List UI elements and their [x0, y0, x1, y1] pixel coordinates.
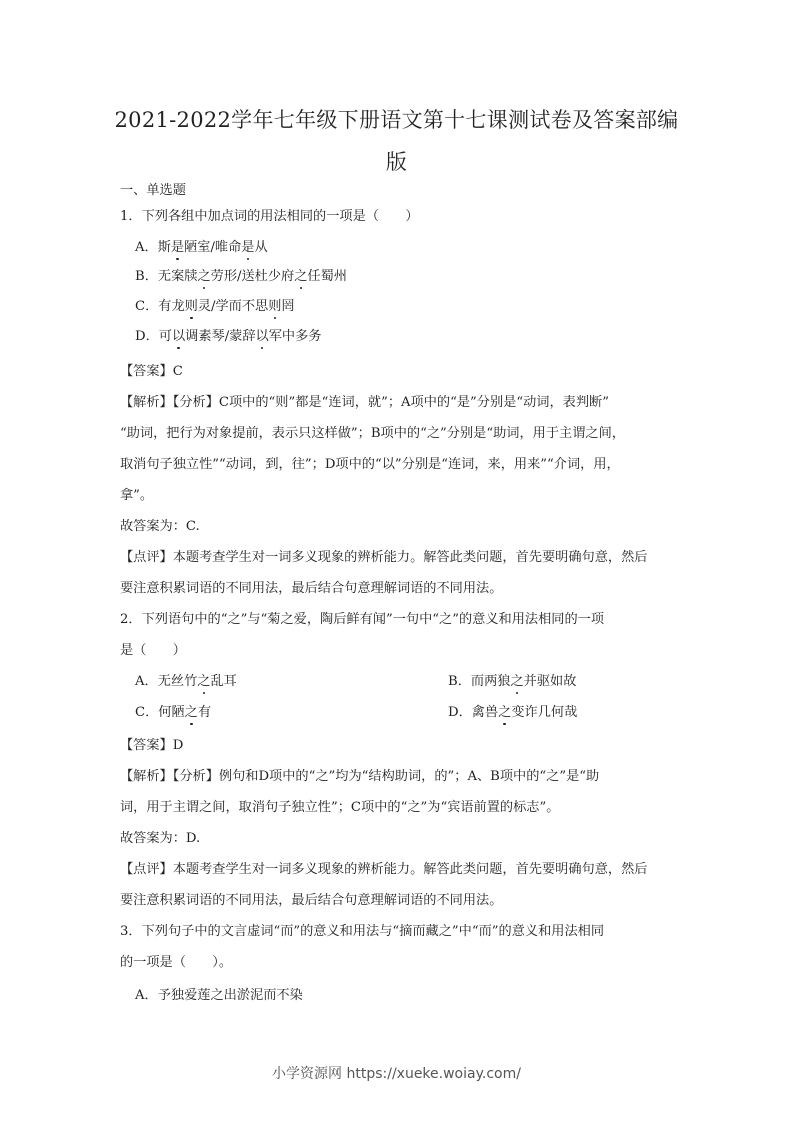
question-3-stem-line: 的一项是（ ）。 [120, 955, 233, 970]
question-2-answer: 【答案】D [120, 738, 184, 753]
question-1-analysis-line: “助词，把行为对象提前，表示只这样做”；B项中的“之”分别是“助词，用于主谓之间， [120, 426, 625, 441]
dotted-word: 是 [241, 240, 255, 255]
question-2-comment-line: 要注意积累词语的不同用法，最后结合句意理解词语的不同用法。 [120, 893, 503, 908]
question-2-stem-line: 是（ ） [120, 643, 186, 658]
question-2-analysis-line: 词，用于主谓之间，取消句子独立性”；C项中的“之”为“宾语前置的标志”。 [120, 800, 560, 815]
option-text: 罔 [281, 299, 295, 314]
option-text: B．而两狼 [448, 674, 511, 689]
option-text: 并驱如故 [523, 674, 577, 689]
dotted-word: 之 [498, 705, 512, 720]
question-2-option-a [135, 674, 237, 690]
question-1-comment-line: 要注意积累词语的不同用法，最后结合句意理解词语的不同用法。 [120, 581, 503, 596]
option-text: D．禽兽 [448, 705, 499, 720]
option-text: 从 [254, 240, 268, 255]
question-1-option-a [135, 240, 268, 256]
section-heading: 一、单选题 [120, 183, 186, 198]
question-2-option-d [448, 705, 577, 721]
question-2-option-c [135, 705, 211, 721]
question-1-option-d [135, 329, 321, 345]
question-2-stem-line: 2．下列语句中的“之”与“菊之爱，陶后鲜有闻”一句中“之”的意义和用法相同的一项 [120, 612, 605, 627]
option-text: 调素琴/蒙辞 [185, 329, 256, 344]
dotted-word: 之 [510, 674, 524, 689]
option-text: 乱耳 [210, 674, 237, 689]
option-text: C．何陋 [135, 705, 185, 720]
question-2-option-b [448, 674, 576, 690]
dotted-word: 则 [184, 299, 198, 314]
option-text: B．无案牍 [135, 269, 198, 284]
dotted-word: 之 [197, 674, 211, 689]
option-text: D．可 [135, 329, 172, 344]
option-text: 变诈几何哉 [511, 705, 578, 720]
question-1-option-c [135, 299, 295, 315]
option-text: 劳形/送杜少府 [210, 269, 295, 284]
dotted-word: 之 [197, 269, 211, 284]
question-2-comment-line: 【点评】本题考查学生对一词多义现象的辨析能力。解答此类问题，首先要明确句意，然后 [120, 862, 648, 877]
option-text: A．无丝竹 [135, 674, 198, 689]
question-1-analysis-line: 取消句子独立性”“动词，到，往”；D项中的“以”分别是“连词，来，用来”“介词，用， [120, 457, 620, 472]
question-1-analysis-line: 拿”。 [120, 488, 154, 503]
question-2-analysis-line: 【解析】【分析】例句和D项中的“之”均为“结构助词，的”；A、B项中的“之”是“助 [120, 769, 600, 784]
question-3-stem-line: 3．下列句子中的文言虚词“而”的意义和用法与“摘而藏之”中“而”的意义和用法相同 [120, 924, 605, 939]
document-title-line2: 版 [385, 150, 408, 174]
dotted-word: 之 [184, 705, 198, 720]
option-text: A．斯 [135, 240, 171, 255]
dotted-word: 以 [171, 329, 186, 344]
question-1-answer: 【答案】C [120, 364, 183, 379]
footer-watermark: 小学资源网 https://xueke.woiay.com/ [272, 1066, 521, 1082]
option-text: 有 [197, 705, 212, 720]
dotted-word: 是 [170, 240, 185, 255]
question-1-option-b [135, 269, 347, 285]
question-1-stem: 1．下列各组中加点词的用法相同的一项是（ ） [120, 209, 419, 224]
question-3-option-a: A．予独爱莲之出淤泥而不染 [135, 988, 303, 1003]
dotted-word: 则 [268, 299, 282, 314]
option-text: 灵/学而不思 [197, 299, 269, 314]
question-2-final-answer: 故答案为：D. [120, 831, 201, 846]
document-title-line1: 2021-2022学年七年级下册语文第十七课测试卷及答案部编 [114, 108, 679, 132]
dotted-word: 之 [294, 269, 308, 284]
option-text: C．有龙 [135, 299, 185, 314]
option-text: 军中多务 [268, 329, 322, 344]
question-1-analysis-line: 【解析】【分析】C项中的“则”都是“连词，就”；A项中的“是”分别是“动词，表判断” [120, 395, 609, 410]
option-text: 任蜀州 [307, 269, 347, 284]
option-text: 陋室/唯命 [184, 240, 242, 255]
question-1-final-answer: 故答案为：C. [120, 519, 200, 534]
dotted-word: 以 [255, 329, 269, 344]
question-1-comment-line: 【点评】本题考查学生对一词多义现象的辨析能力。解答此类问题，首先要明确句意，然后 [120, 550, 648, 565]
